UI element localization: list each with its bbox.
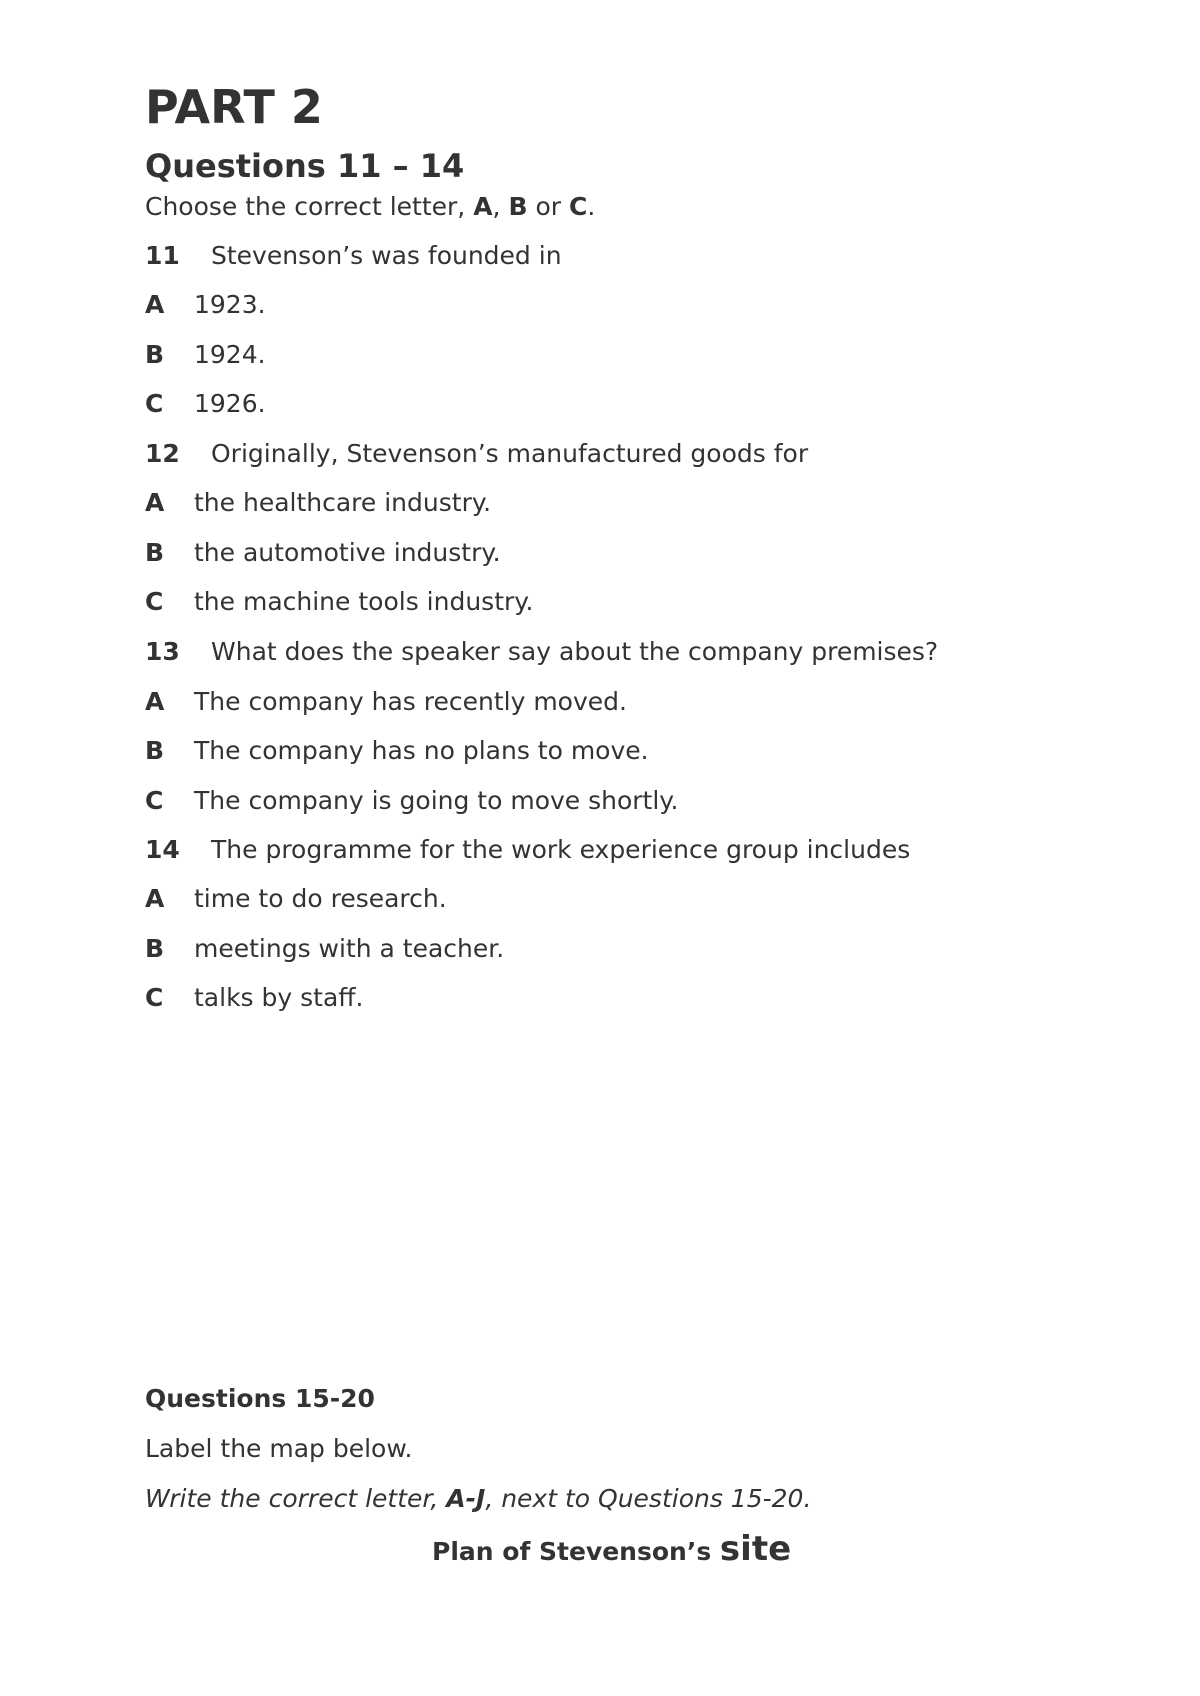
option-13-a	[145, 689, 627, 714]
question-text: What does the speaker say about the company premises?	[211, 637, 939, 666]
option-text: 1923.	[194, 290, 266, 319]
question-12	[145, 441, 808, 466]
write-prefix: Write the correct letter,	[145, 1484, 447, 1513]
option-13-b	[145, 738, 649, 763]
instruction-letter-a: A	[473, 192, 493, 221]
plan-title-text: Plan of Stevenson’s	[432, 1537, 720, 1566]
option-11-a	[145, 292, 266, 317]
option-text: time to do research.	[194, 884, 447, 913]
instruction-end: .	[587, 192, 596, 221]
option-12-b	[145, 540, 501, 565]
option-14-a	[145, 886, 447, 911]
questions-header: Questions 11 – 14	[145, 147, 465, 185]
option-text: the healthcare industry.	[194, 488, 492, 517]
part-title: PART 2	[145, 80, 323, 134]
option-letter: C	[145, 983, 164, 1012]
instruction-or: or	[527, 192, 569, 221]
option-14-c	[145, 985, 363, 1010]
option-letter: C	[145, 389, 164, 418]
question-13	[145, 639, 938, 664]
write-letters: A-J	[446, 1484, 486, 1513]
option-letter: B	[145, 736, 165, 765]
option-letter: A	[145, 884, 165, 913]
questions-15-20-header: Questions 15-20	[145, 1384, 375, 1413]
option-text: talks by staff.	[194, 983, 364, 1012]
option-letter: C	[145, 786, 164, 815]
option-11-b	[145, 342, 266, 367]
option-12-c	[145, 589, 533, 614]
option-14-b	[145, 936, 504, 961]
option-13-c	[145, 788, 679, 813]
label-map-instruction: Label the map below.	[145, 1434, 413, 1463]
option-text: meetings with a teacher.	[194, 934, 505, 963]
instruction-comma: ,	[492, 192, 509, 221]
plan-title	[432, 1529, 792, 1569]
option-letter: A	[145, 488, 165, 517]
write-letter-instruction	[145, 1486, 811, 1511]
write-suffix: , next to Questions 15-20.	[485, 1484, 812, 1513]
option-text: the machine tools industry.	[194, 587, 534, 616]
plan-title-site: site	[719, 1529, 792, 1569]
option-letter: A	[145, 687, 165, 716]
question-11	[145, 243, 562, 268]
question-14	[145, 837, 910, 862]
option-text: the automotive industry.	[194, 538, 501, 567]
option-text: The company has no plans to move.	[194, 736, 649, 765]
question-number: 11	[145, 241, 180, 270]
question-text: The programme for the work experience group includes	[211, 835, 911, 864]
question-number: 14	[145, 835, 180, 864]
option-letter: B	[145, 934, 165, 963]
question-number: 13	[145, 637, 180, 666]
question-text: Originally, Stevenson’s manufactured goods for	[211, 439, 809, 468]
option-text: 1924.	[194, 340, 266, 369]
option-text: The company is going to move shortly.	[194, 786, 679, 815]
option-text: 1926.	[194, 389, 266, 418]
instruction-text	[145, 194, 595, 219]
question-number: 12	[145, 439, 180, 468]
instruction-letter-c: C	[568, 192, 588, 221]
option-letter: B	[145, 538, 165, 567]
option-12-a	[145, 490, 491, 515]
option-text: The company has recently moved.	[194, 687, 627, 716]
option-letter: C	[145, 587, 164, 616]
option-11-c	[145, 391, 266, 416]
instruction-prefix: Choose the correct letter,	[145, 192, 474, 221]
option-letter: B	[145, 340, 165, 369]
option-letter: A	[145, 290, 165, 319]
question-text: Stevenson’s was founded in	[211, 241, 562, 270]
instruction-letter-b: B	[508, 192, 528, 221]
